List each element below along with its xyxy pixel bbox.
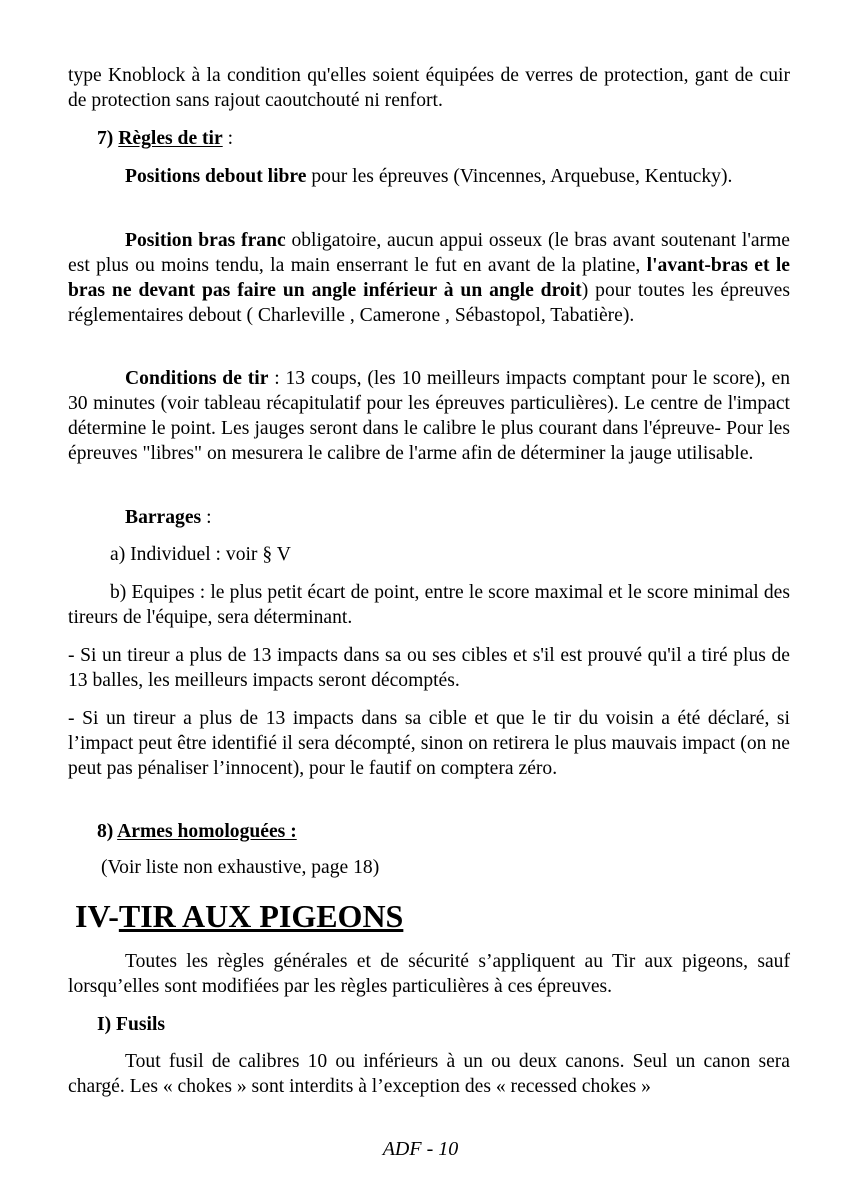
positions-debout-label: Positions debout libre <box>125 166 307 187</box>
chapter-iv-heading <box>75 897 403 935</box>
voir-liste-note: (Voir liste non exhaustive, page 18) <box>101 857 380 878</box>
section-7-number: 7) <box>97 128 119 149</box>
section-8-number: 8) <box>97 821 118 842</box>
conditions-label: Conditions de tir <box>125 368 269 389</box>
position-bras-paragraph <box>68 228 790 328</box>
section-7-title: Règles de tir <box>118 128 223 149</box>
position-bras-emphasis: l'avant-bras et le bras ne devant pas faire un angle inférieur à un angle droit <box>68 255 790 301</box>
position-bras-text-2: ) pour toutes les épreuves réglementaires debout ( Charleville , Camerone , Sébastopol, Tabatière). <box>68 280 790 326</box>
chapter-iv-title: TIR AUX PIGEONS <box>118 898 404 934</box>
section-7-colon: : <box>222 128 234 149</box>
positions-debout-paragraph <box>68 164 790 189</box>
intro-paragraph: type Knoblock à la condition qu'elles soient équipées de verres de protection, gant de cuir de protection sans rajout caoutchouté ni renfort. <box>68 65 790 111</box>
pigeons-intro-paragraph: Toutes les règles générales et de sécurité s’appliquent au Tir aux pigeons, sauf lorsqu’elles sont modifiées par les règles particulières à ces épreuves. <box>68 951 790 997</box>
barrages-colon: : <box>201 507 212 528</box>
barrages-heading <box>125 505 212 530</box>
position-bras-label: Position bras franc <box>125 230 286 251</box>
positions-debout-text: pour les épreuves (Vincennes, Arquebuse, Kentucky). <box>306 166 733 187</box>
conditions-paragraph <box>68 366 790 466</box>
chapter-iv-prefix: IV- <box>75 898 119 934</box>
section-7-heading <box>97 126 233 151</box>
rule-tir-du-voisin: - Si un tireur a plus de 13 impacts dans sa cible et que le tir du voisin a été déclaré, si l’impact peut être identifié il sera décompté, sinon on retirera le plus mauvais impact (on ne peut pas pénaliser l’innocent), pour le fautif on comptera zéro. <box>68 708 790 779</box>
rule-plus-de-13-balles: - Si un tireur a plus de 13 impacts dans sa ou ses cibles et s'il est prouvé qu'il a tiré plus de 13 balles, les meilleurs impacts seront décomptés. <box>68 645 790 691</box>
fusils-heading: I) Fusils <box>97 1014 166 1035</box>
section-8-heading <box>97 819 297 844</box>
section-8-title: Armes homologuées : <box>117 821 297 842</box>
position-bras-text-1: obligatoire, aucun appui osseux (le bras avant soutenant l'arme est plus ou moins tendu, la main enserrant le fut en avant de la platine, <box>68 230 791 276</box>
barrage-equipes: b) Equipes : le plus petit écart de point, entre le score maximal et le score minimal des tireurs de l'équipe, sera déterminant. <box>68 582 790 628</box>
barrages-label: Barrages <box>125 507 202 528</box>
page-footer: ADF - 10 <box>382 1138 459 1160</box>
barrage-individuel: a) Individuel : voir § V <box>110 544 291 565</box>
conditions-text: : 13 coups, (les 10 meilleurs impacts comptant pour le score), en 30 minutes (voir tableau récapitulatif pour les épreuves particulières). Le centre de l'impact détermine le point. Les jauges seront dans le calibre le plus courant dans l'épreuve- Pour les épreuves "libres" on mesurera le calibre de l'arme afin de déterminer la jauge utilisable. <box>68 368 790 464</box>
fusils-paragraph: Tout fusil de calibres 10 ou inférieurs à un ou deux canons. Seul un canon sera chargé. Les « chokes » sont interdits à l’exception des « recessed chokes » <box>68 1051 790 1097</box>
